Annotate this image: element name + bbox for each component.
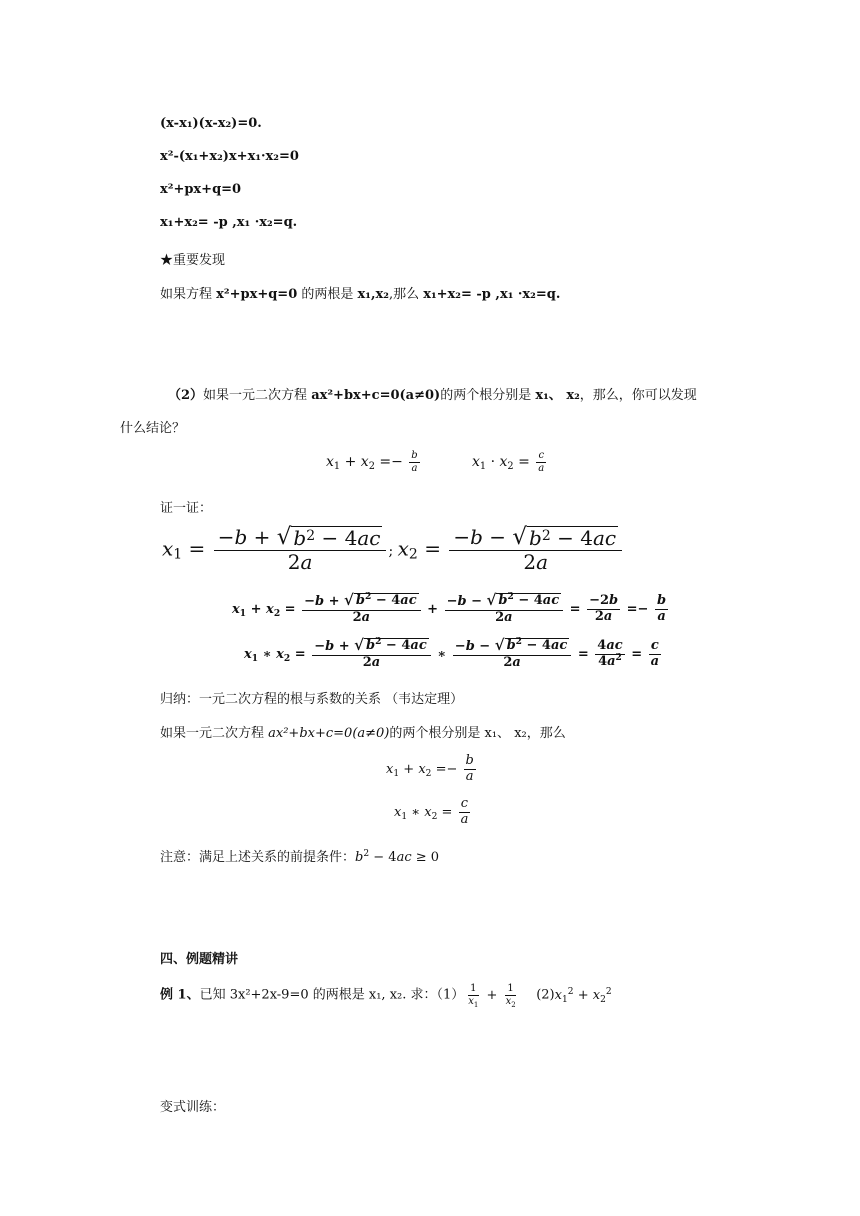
example-1-text: 已知 3x²+2x-9=0 的两根是 x₁, x₂. 求：（1）: [199, 987, 465, 1003]
discovery-roots: x₁,x₂: [357, 287, 389, 302]
summary-text-a: 如果一元二次方程: [160, 726, 269, 741]
discovery-text: [160, 283, 560, 302]
section-4-title: 四、例题精讲: [160, 952, 239, 967]
question-2-continued: 什么结论？: [120, 421, 186, 436]
example-1-part-1-expression: $\frac{1}{x_1}$ + $\frac{1}{x_2}$: [468, 983, 516, 1009]
summary-roots: x₁、 x₂: [484, 726, 527, 741]
variant-training: 变式训练：: [160, 1100, 226, 1115]
conclusion-product: $x_1 \cdot x_2$ = $\frac{c}{a}$: [472, 450, 545, 474]
question-2-text-b: 的两个根分别是: [440, 388, 536, 403]
summary-text-c: ，那么: [526, 726, 566, 741]
question-2-text-a: 如果一元二次方程: [203, 388, 312, 403]
proof-product-equation: $x_1$ ∗ $x_2$ = −b + √ $b^2 - 4ac$ 2a ∗ −b − √ $b^2 - 4ac$ 2a = $\frac{4ac}{4a^2}$ = $\frac{c}{a}$: [244, 636, 660, 670]
vieta-sum: $x_1 + x_2$ =− $\frac{b}{a}$: [386, 753, 474, 784]
discovery-result: x₁+x₂= -p ,x₁ ·x₂=q.: [423, 287, 561, 302]
note-condition: [160, 846, 439, 865]
question-2-text-c: ，那么，你可以发现: [579, 388, 697, 403]
summary-text: [160, 722, 566, 741]
question-2-equation: ax²+bx+c=0(a≠0): [311, 388, 441, 403]
derivation-line-1: (x-x₁)(x-x₂)=0.: [160, 116, 262, 131]
proof-label: 证一证：: [160, 501, 213, 516]
question-2: [168, 384, 697, 403]
vieta-product: $x_1$ ∗ $x_2$ = $\frac{c}{a}$: [394, 796, 469, 827]
derivation-line-4: x₁+x₂= -p ,x₁ ·x₂=q.: [160, 215, 298, 230]
discovery-text-c: ,那么: [388, 287, 424, 302]
discovery-equation: x²+px+q=0: [216, 287, 298, 302]
question-2-roots: x₁、 x₂: [535, 388, 580, 403]
example-1-part-2-label: (2): [536, 987, 555, 1003]
discovery-text-a: 如果方程: [160, 287, 217, 302]
conclusion-sum: $x_1 + x_2$ =− $\frac{b}{a}$: [326, 450, 418, 474]
summary-title: 归纳：一元二次方程的根与系数的关系 （韦达定理）: [160, 692, 464, 707]
example-1-label: 例 1、: [160, 987, 200, 1003]
proof-sum-equation: $x_1 + x_2$ = −b + √ $b^2 - 4ac$ 2a + −b − √ $b^2 - 4ac$ 2a = $\frac{-2b}{2a}$ =− $\frac{b}{a}$: [232, 591, 667, 625]
discovery-title: ★重要发现: [160, 253, 226, 268]
derivation-line-3: x²+px+q=0: [160, 182, 242, 197]
discovery-text-b: 的两根是: [297, 287, 358, 302]
derivation-line-2: x²-(x₁+x₂)x+x₁·x₂=0: [160, 149, 299, 164]
summary-equation: ax²+bx+c=0(a≠0): [268, 726, 390, 741]
example-1: [160, 983, 612, 1007]
summary-text-b: 的两个根分别是: [389, 726, 485, 741]
discriminant-condition: $b^2 - 4ac \ge 0$: [355, 849, 440, 865]
quadratic-formula-roots: $x_1$ = −b + √ $b^2 - 4ac$ 2a ; $x_2$ = −b − √ $b^2 - 4ac$ 2a: [162, 526, 624, 574]
question-2-number: （2）: [168, 388, 204, 403]
note-label: 注意：满足上述关系的前提条件：: [160, 850, 356, 865]
example-1-part-2-expression: $x_1^2 + x_2^2$: [554, 986, 612, 1005]
